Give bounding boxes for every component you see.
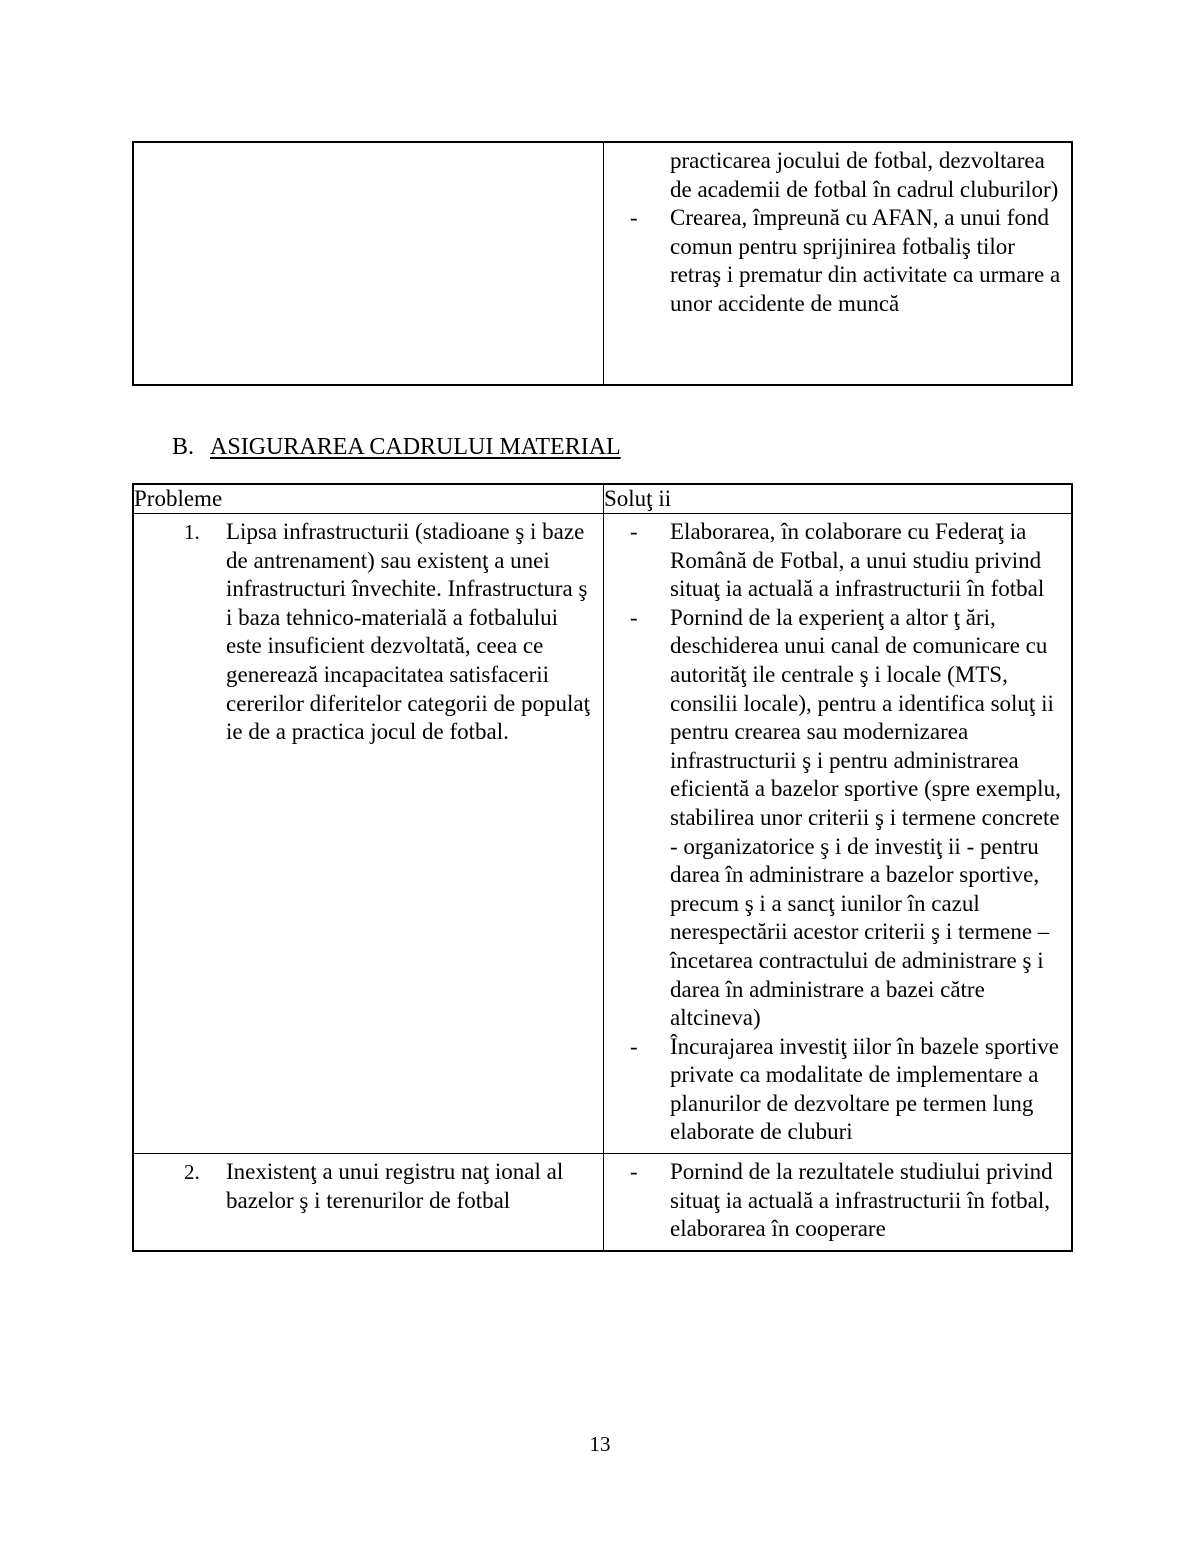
solution-text: Încurajarea investiţ iilor în bazele sportive private ca modalitate de implementare a planurilor de dezvoltare pe termen lung elaborate de cluburi xyxy=(670,1033,1059,1145)
list-item xyxy=(148,518,593,747)
column-header-problems: Probleme xyxy=(133,484,604,514)
continued-problem-text xyxy=(134,143,603,153)
problem-list xyxy=(148,1158,593,1215)
section-letter: B. xyxy=(172,434,195,460)
solution-text: Pornind de la rezultatele studiului privind situaţ ia actuală a infrastructurii în fotbal, elaborarea în cooperare xyxy=(670,1159,1053,1242)
problem-text: Inexistenţ a unui registru naţ ional al bazelor ş i terenurilor de fotbal xyxy=(226,1159,564,1213)
continued-table xyxy=(132,141,1073,386)
continued-solution-list xyxy=(618,147,1063,319)
list-item-text: practicarea jocului de fotbal, dezvoltarea de academii de fotbal în cadrul cluburilor) xyxy=(670,148,1059,202)
dash-marker: - xyxy=(630,205,638,231)
list-item xyxy=(148,1158,593,1215)
continued-solution-cell xyxy=(604,142,1073,385)
problem-list xyxy=(148,518,593,747)
solution-cell xyxy=(604,1154,1073,1251)
table-row xyxy=(133,514,1072,1154)
problem-cell xyxy=(133,514,604,1154)
list-item xyxy=(618,204,1063,318)
continued-problem-cell xyxy=(133,142,604,385)
list-item-text: Crearea, împreună cu AFAN, a unui fond comun pentru sprijinirea fotbaliş tilor retraş i prematur din activitate ca urmare a unor accidente de muncă xyxy=(670,205,1061,316)
dash-marker: - xyxy=(630,604,638,630)
table-row xyxy=(133,142,1072,385)
dash-marker: - xyxy=(630,1159,638,1185)
solution-list xyxy=(618,1158,1063,1244)
column-header-solutions: Soluţ ii xyxy=(604,484,1073,514)
solution-cell xyxy=(604,514,1073,1154)
solution-list xyxy=(618,518,1063,1147)
list-item xyxy=(618,1033,1063,1147)
section-heading xyxy=(172,432,621,462)
page-number: 13 xyxy=(589,1432,611,1456)
table-header-row xyxy=(133,484,1072,514)
list-item xyxy=(618,147,1063,204)
section-title: ASIGURAREA CADRULUI MATERIAL xyxy=(210,434,621,460)
item-number: 1. xyxy=(184,520,200,544)
problem-cell xyxy=(133,1154,604,1251)
dash-marker: - xyxy=(630,519,638,544)
solution-text: Elaborarea, în colaborare cu Federaţ ia Română de Fotbal, a unui studiu privind situaţ ia actuală a infrastructurii în fotbal xyxy=(670,519,1045,602)
list-item xyxy=(618,1158,1063,1244)
table-row xyxy=(133,1154,1072,1251)
solution-text: Pornind de la experienţ a altor ţ ări, deschiderea unui canal de comunicare cu autorităţ ile centrale ş i locale (MTS, consilii locale), pentru a identifica soluţ ii pentru crearea sau modernizarea infrastructurii ş i pentru administrarea eficientă a bazelor sportive (spre exemplu, stabilirea unor criterii ş i termene concrete - organizatorice ş i de investiţ ii - pentru darea în administrare a bazelor sportive, precum ş i a sancţ iunilor în cazul nerespectării acestor criterii ş i termene – încetarea contractului de administrare ş i darea în administrare a bazei către altcineva) xyxy=(670,604,1061,1031)
item-number: 2. xyxy=(184,1160,200,1185)
list-item xyxy=(618,604,1063,1033)
material-table xyxy=(132,483,1073,1252)
dash-marker: - xyxy=(630,1033,638,1059)
problem-text: Lipsa infrastructurii (stadioane ş i baze de antrenament) sau existenţ a unei infrastructuri învechite. Infrastructura ş i baza tehnico-materială a fotbalului este insuficient dezvoltată, ceea ce generează incapacitatea satisfacerii cererilor diferitelor categorii de populaţ ie de a practica jocul de fotbal. xyxy=(226,519,590,745)
list-item xyxy=(618,518,1063,604)
